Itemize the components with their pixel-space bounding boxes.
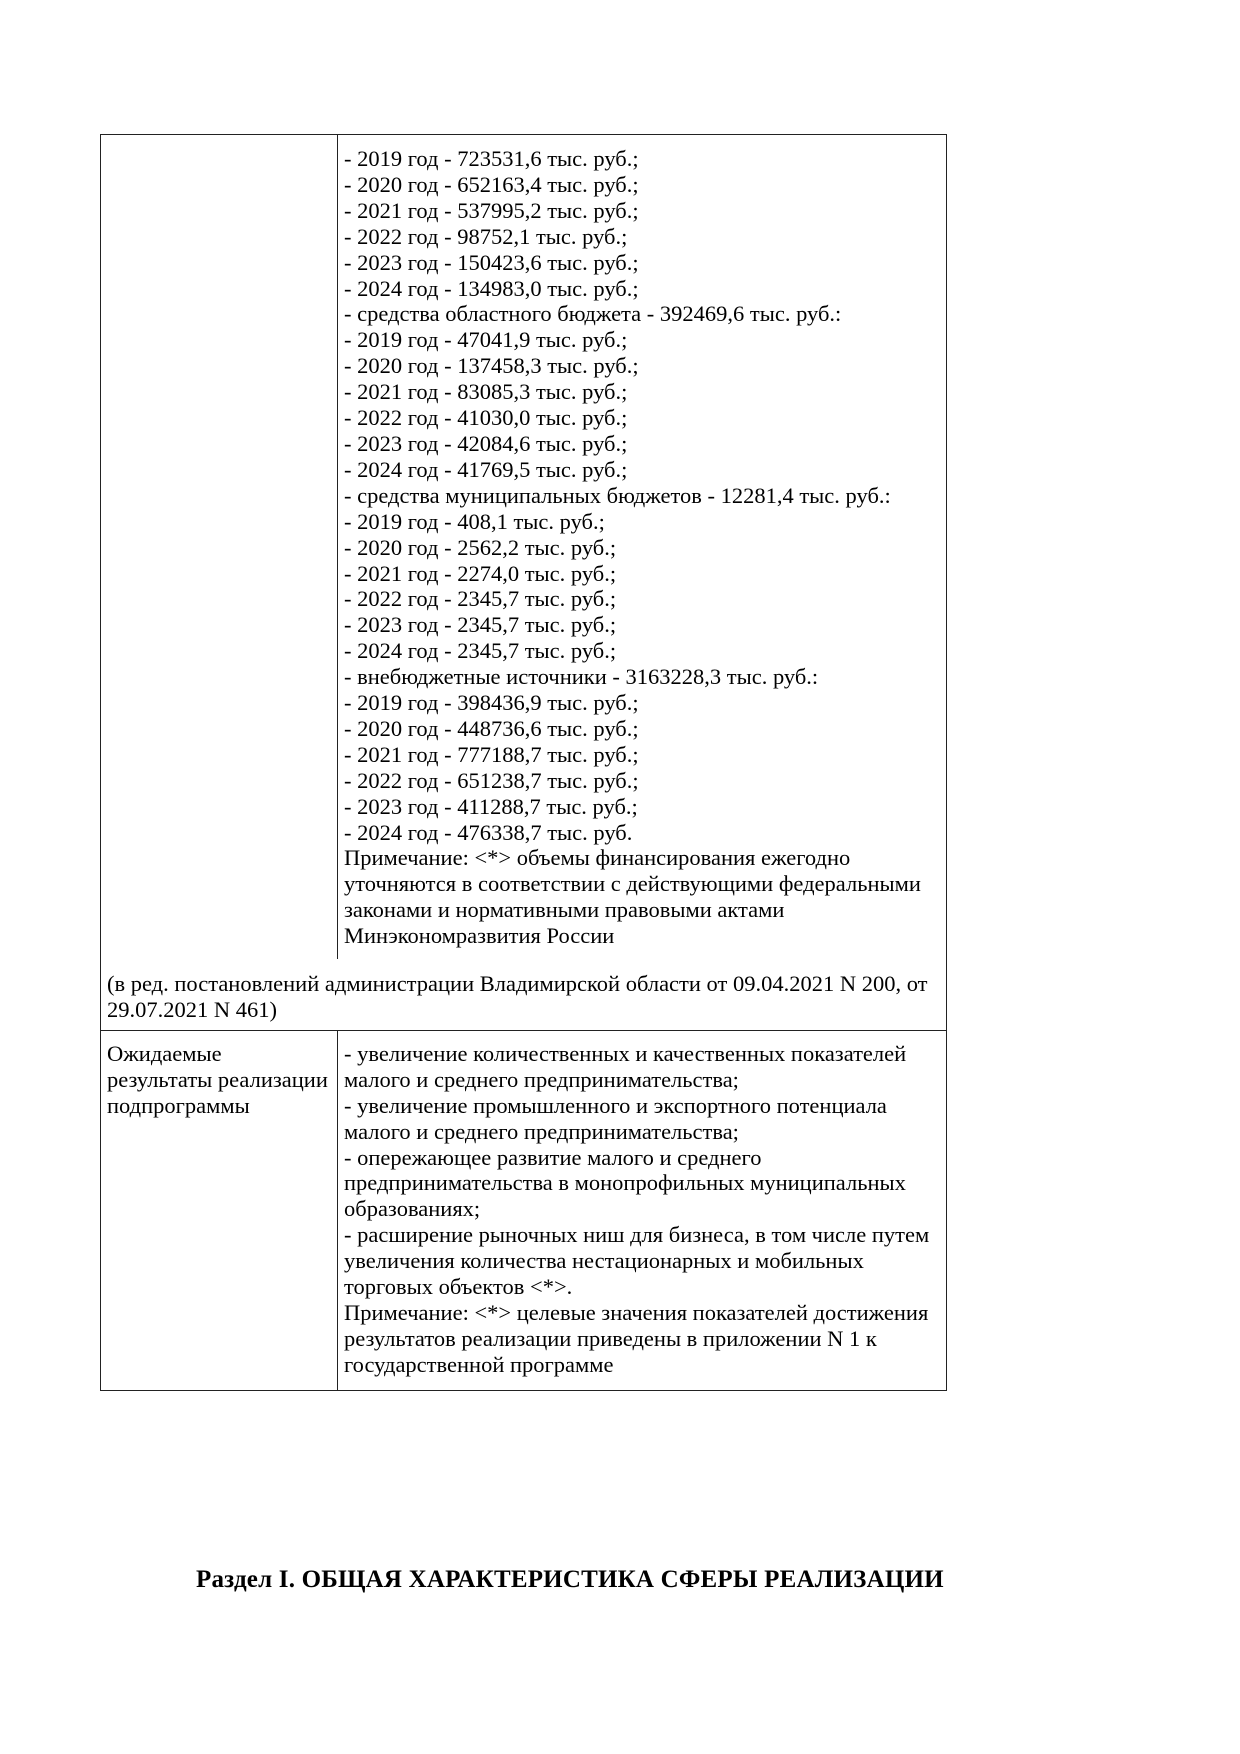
funding-subheader-extrabudgetary: - внебюджетные источники - 3163228,3 тыс. руб.: — [344, 664, 819, 690]
funding-note-line: уточняются в соответствии с действующими федеральными — [344, 871, 921, 897]
expected-results-label: результаты реализации — [107, 1066, 328, 1092]
funding-line: - 2019 год - 723531,6 тыс. руб.; — [344, 146, 639, 171]
result-line: увеличения количества нестационарных и мобильных — [344, 1248, 864, 1274]
funding-line: - 2020 год - 652163,4 тыс. руб.; — [344, 171, 639, 197]
funding-line: - 2021 год - 83085,3 тыс. руб.; — [344, 379, 628, 405]
funding-line: - 2023 год - 2345,7 тыс. руб.; — [344, 612, 617, 638]
funding-line: - 2024 год - 476338,7 тыс. руб. — [344, 819, 633, 845]
result-note-line: Примечание: <*> целевые значения показателей достижения — [344, 1299, 929, 1325]
funding-line: - 2022 год - 2345,7 тыс. руб.; — [344, 586, 617, 612]
passport-table — [100, 134, 947, 1391]
expected-results-values-cell — [338, 1030, 947, 1390]
funding-values-cell — [338, 135, 947, 960]
funding-note-line: Минэкономразвития России — [344, 923, 615, 949]
result-note-line: результатов реализации приведены в приложении N 1 к — [344, 1325, 877, 1351]
funding-line: - 2024 год - 2345,7 тыс. руб.; — [344, 638, 617, 664]
result-line: - расширение рыночных ниш для бизнеса, в том числе путем — [344, 1222, 930, 1248]
funding-line: - 2020 год - 2562,2 тыс. руб.; — [344, 534, 617, 560]
result-line: образованиях; — [344, 1196, 481, 1222]
result-line: торговых объектов <*>. — [344, 1274, 573, 1300]
table-row-amendment-note — [101, 959, 947, 1030]
result-line: малого и среднего предпринимательства; — [344, 1118, 739, 1144]
expected-results-label: подпрограммы — [107, 1092, 250, 1118]
funding-line: - 2023 год - 150423,6 тыс. руб.; — [344, 249, 639, 275]
amendment-note-text: (в ред. постановлений администрации Владимирской области от 09.04.2021 N 200, от 29.07.2021 N 461) — [107, 971, 928, 1022]
funding-line: - 2023 год - 42084,6 тыс. руб.; — [344, 430, 628, 456]
funding-line: - 2019 год - 398436,9 тыс. руб.; — [344, 690, 639, 716]
expected-results-label-cell — [101, 1030, 338, 1390]
result-line: малого и среднего предпринимательства; — [344, 1066, 739, 1092]
result-line: - увеличение количественных и качественных показателей — [344, 1040, 907, 1066]
result-note-line: государственной программе — [344, 1351, 614, 1377]
result-line: - опережающее развитие малого и среднего — [344, 1144, 762, 1170]
funding-subheader-municipal: - средства муниципальных бюджетов - 12281,4 тыс. руб.: — [344, 482, 891, 508]
funding-line: - 2022 год - 41030,0 тыс. руб.; — [344, 405, 628, 431]
table-row-funding — [101, 135, 947, 960]
funding-subheader-regional: - средства областного бюджета - 392469,6 тыс. руб.: — [344, 301, 842, 327]
funding-line: - 2019 год - 47041,9 тыс. руб.; — [344, 327, 628, 353]
funding-line: - 2021 год - 2274,0 тыс. руб.; — [344, 560, 617, 586]
funding-line: - 2019 год - 408,1 тыс. руб.; — [344, 508, 605, 534]
funding-label-cell — [101, 135, 338, 960]
funding-line: - 2024 год - 134983,0 тыс. руб.; — [344, 275, 639, 301]
funding-line: - 2024 год - 41769,5 тыс. руб.; — [344, 456, 628, 482]
funding-line: - 2023 год - 411288,7 тыс. руб.; — [344, 793, 638, 819]
table-row-expected-results — [101, 1030, 947, 1390]
funding-line: - 2022 год - 651238,7 тыс. руб.; — [344, 767, 639, 793]
result-line: - увеличение промышленного и экспортного потенциала — [344, 1092, 887, 1118]
expected-results-label: Ожидаемые — [107, 1040, 222, 1066]
funding-line: - 2022 год - 98752,1 тыс. руб.; — [344, 223, 628, 249]
funding-line: - 2020 год - 448736,6 тыс. руб.; — [344, 715, 639, 741]
result-line: предпринимательства в монопрофильных муниципальных — [344, 1170, 906, 1196]
amendment-note-cell — [101, 959, 947, 1030]
section-heading: Раздел I. ОБЩАЯ ХАРАКТЕРИСТИКА СФЕРЫ РЕАЛИЗАЦИИ — [196, 1566, 944, 1593]
funding-line: - 2021 год - 537995,2 тыс. руб.; — [344, 197, 639, 223]
funding-line: - 2020 год - 137458,3 тыс. руб.; — [344, 353, 639, 379]
funding-note-line: Примечание: <*> объемы финансирования ежегодно — [344, 845, 851, 871]
funding-note-line: законами и нормативными правовыми актами — [344, 897, 785, 923]
funding-line: - 2021 год - 777188,7 тыс. руб.; — [344, 741, 639, 767]
